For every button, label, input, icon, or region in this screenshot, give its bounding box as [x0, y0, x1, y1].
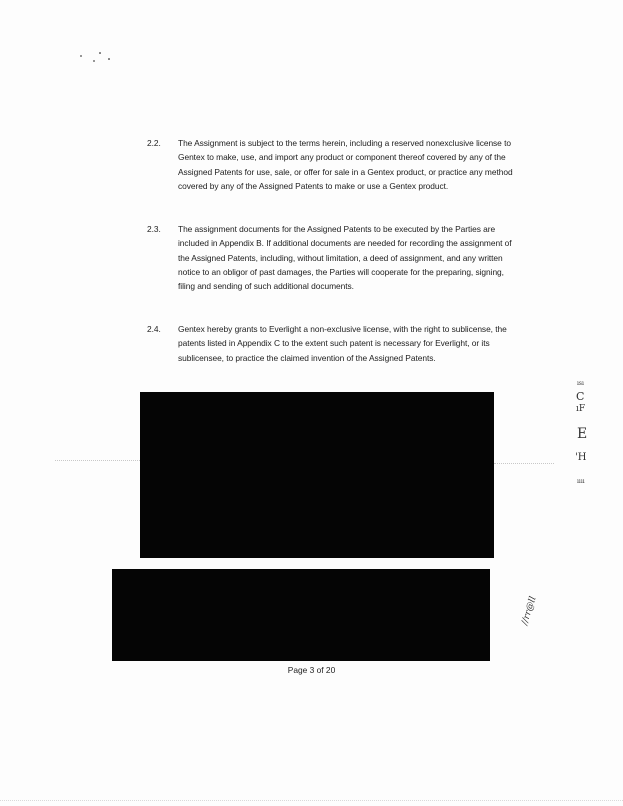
clause-text: Gentex hereby grants to Everlight a non-exclusive license, with the right to sublicense, the patents listed in Appendix C to the extent such patent is necessary for Everlight, or its sublicensee, to practice the claimed invention of the Assigned Patents.	[178, 324, 507, 363]
clause-number: 2.4.	[147, 324, 161, 334]
clause-number: 2.3.	[147, 224, 161, 234]
margin-mark: 'H	[575, 452, 587, 463]
clause-number: 2.2.	[147, 138, 161, 148]
clause-text: The assignment documents for the Assigned Patents to be executed by the Parties are included in Appendix B. If additional documents are needed for recording the assignment of the Assigned Patents, including, without limitation, a deed of assignment, and any written notice to an obligor of past damages, the Parties will cooperate for the preparing, signing, filing and sending of such additional documents.	[178, 224, 512, 292]
page-number: Page 3 of 20	[287, 665, 336, 675]
redaction-block	[112, 569, 490, 661]
scan-edge	[0, 800, 623, 801]
clause-text: The Assignment is subject to the terms herein, including a reserved nonexclusive license to Gentex to make, use, and import any product or component thereof covered by any of the Assigned Patents for use, sale, or offer for sale in a Gentex product, or practice any method covered by any of the Assigned Patents to make or use a Gentex product.	[178, 138, 513, 191]
margin-mark: ıF	[576, 404, 586, 414]
scan-line	[55, 460, 140, 461]
margin-mark: ısı	[577, 380, 584, 387]
scan-speck	[99, 52, 101, 54]
margin-mark: ıııı	[577, 478, 585, 485]
clause-2-4	[147, 322, 517, 380]
clause-2-3	[147, 222, 517, 308]
margin-mark: E	[577, 426, 588, 442]
margin-mark: C	[576, 390, 585, 403]
redaction-block	[140, 392, 494, 558]
handwritten-initials: //rr@ll	[520, 595, 539, 627]
scan-speck	[80, 55, 82, 57]
clause-2-2	[147, 136, 517, 208]
scan-speck	[93, 60, 95, 62]
scan-speck	[108, 58, 110, 60]
scan-line	[494, 463, 554, 464]
margin-marks	[565, 380, 605, 490]
